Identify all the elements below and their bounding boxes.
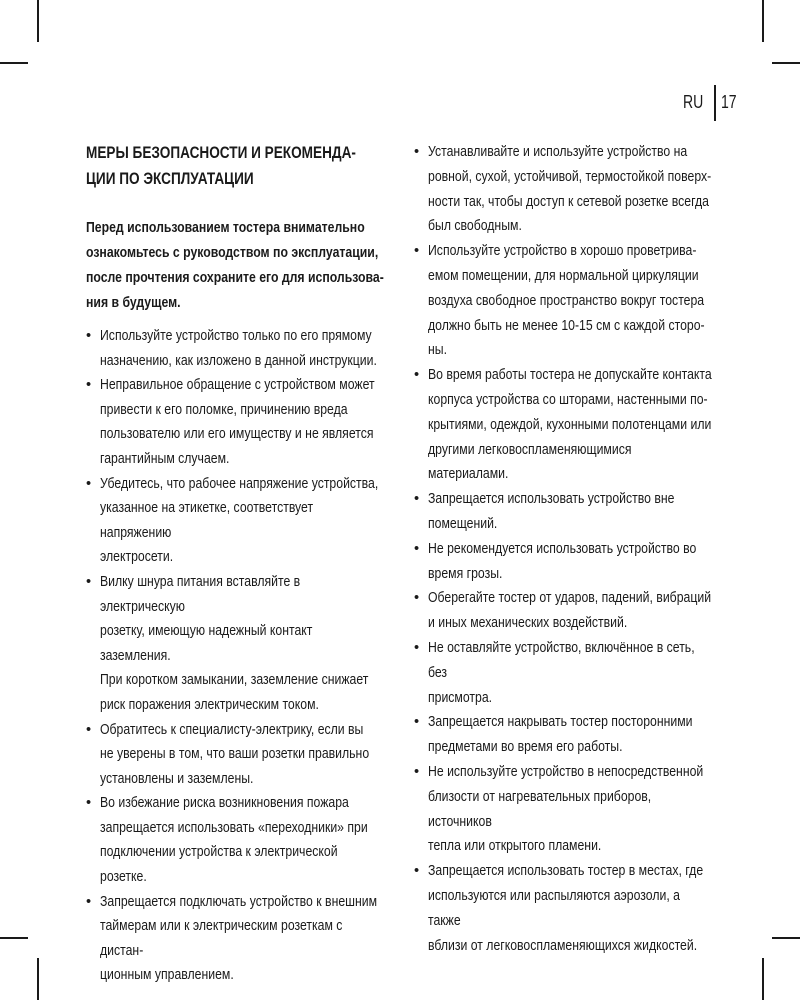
- bullet-icon: •: [414, 763, 420, 780]
- language-code: RU: [683, 92, 704, 112]
- item-line: Оберегайте тостер от ударов, падений, вибраций: [428, 590, 712, 607]
- item-line: Запрещается использовать тостер в местах, где: [428, 863, 704, 880]
- item-line: корпуса устройства со шторами, настенными по-: [428, 391, 708, 408]
- right-list-item: [414, 710, 714, 760]
- left-list-item: [86, 890, 386, 988]
- item-line: Используйте устройство в хорошо проветрива-: [428, 243, 697, 260]
- bullet-icon: •: [86, 475, 92, 492]
- item-line: При коротком замыкании, заземление снижает: [100, 672, 369, 689]
- left-list-item: [86, 570, 386, 718]
- bullet-icon: •: [414, 540, 420, 557]
- bullet-icon: •: [414, 714, 420, 731]
- item-line: пользователю или его имуществу и не является: [100, 426, 374, 443]
- right-list-item: [414, 140, 714, 239]
- crop-mark-bottom-left-vertical: [37, 958, 39, 1000]
- crop-mark-top-left-horizontal: [0, 62, 28, 64]
- crop-mark-top-right-vertical: [762, 0, 764, 42]
- intro-line: ознакомьтесь с руководством по эксплуатации,: [86, 245, 379, 261]
- list-item-text: [428, 363, 714, 487]
- list-item-text: [100, 718, 386, 792]
- item-line: указанное на этикетке, соответствует напряжению: [100, 500, 314, 541]
- item-line: Не оставляйте устройство, включённое в сеть, без: [428, 639, 695, 681]
- item-line: емом помещении, для нормальной циркуляции: [428, 267, 699, 284]
- item-line: Во избежание риска возникновения пожара: [100, 795, 349, 812]
- item-line: Запрещается подключать устройство к внешним: [100, 893, 378, 910]
- bullet-icon: •: [414, 639, 420, 656]
- item-line: и иных механических воздействий.: [428, 615, 628, 632]
- item-line: Устанавливайте и используйте устройство на: [428, 144, 688, 160]
- list-item-text: [428, 140, 714, 239]
- bullet-icon: •: [414, 144, 420, 160]
- item-line: Убедитесь, что рабочее напряжение устройства,: [100, 475, 379, 492]
- list-item-text: [100, 373, 386, 471]
- right-list-item: [414, 760, 714, 859]
- item-line: ности так, чтобы доступ к сетевой розетке всегда: [428, 193, 709, 210]
- title-line: ЦИИ ПО ЭКСПЛУАТАЦИИ: [86, 170, 254, 188]
- bullet-icon: •: [86, 795, 92, 812]
- bullet-icon: •: [86, 377, 92, 394]
- item-line: Во время работы тостера не допускайте контакта: [428, 367, 712, 384]
- item-line: гарантийным случаем.: [100, 450, 230, 467]
- intro-line: ния в будущем.: [86, 295, 181, 311]
- right-list-item: [414, 859, 714, 958]
- item-line: Вилку шнура питания вставляйте в электрическую: [100, 573, 301, 615]
- item-line: был свободным.: [428, 218, 522, 235]
- list-item-text: [100, 570, 386, 718]
- crop-mark-bottom-right-vertical: [762, 958, 764, 1000]
- crop-mark-bottom-left-horizontal: [0, 937, 28, 939]
- list-item-text: [428, 636, 714, 710]
- item-line: ционным управлением.: [100, 967, 234, 984]
- section-title: [86, 140, 386, 192]
- intro-line: Перед использованием тостера внимательно: [86, 220, 365, 236]
- item-line: должно быть не менее 10-15 см с каждой сторо-: [428, 317, 705, 334]
- left-list-item: [86, 791, 386, 889]
- list-item-text: [100, 890, 386, 988]
- item-line: не уверены в том, что ваши розетки правильно: [100, 746, 370, 763]
- list-item-text: [100, 324, 386, 373]
- left-list-item: [86, 472, 386, 570]
- list-item-text: [100, 472, 386, 570]
- header-divider: [714, 85, 716, 121]
- item-line: риск поражения электрическим током.: [100, 696, 319, 713]
- item-line: назначению, как изложено в данной инструкции.: [100, 352, 377, 369]
- right-list-item: [414, 537, 714, 587]
- item-line: установлены и заземлены.: [100, 770, 254, 787]
- item-line: используются или распыляются аэрозоли, а также: [428, 887, 680, 929]
- list-item-text: [428, 487, 714, 537]
- item-line: другими легковоспламеняющимися материалами.: [428, 441, 632, 483]
- right-list-item: [414, 636, 714, 710]
- item-line: розетку, имеющую надежный контакт заземления.: [100, 623, 313, 664]
- item-line: привести к его поломке, причинению вреда: [100, 401, 348, 418]
- item-line: подключении устройства к электрической розетке.: [100, 844, 338, 886]
- bullet-icon: •: [414, 590, 420, 607]
- item-line: Не рекомендуется использовать устройство во: [428, 540, 697, 557]
- left-list-item: [86, 324, 386, 373]
- right-list-item: [414, 487, 714, 537]
- bullet-icon: •: [86, 893, 92, 910]
- item-line: Не используйте устройство в непосредственной: [428, 763, 704, 780]
- item-line: воздуха свободное пространство вокруг тостера: [428, 292, 705, 309]
- item-line: близости от нагревательных приборов, источников: [428, 788, 652, 830]
- bullet-icon: •: [414, 491, 420, 508]
- crop-mark-bottom-right-horizontal: [772, 937, 800, 939]
- item-line: тепла или открытого пламени.: [428, 838, 602, 855]
- item-line: крытиями, одеждой, кухонными полотенцами или: [428, 416, 712, 433]
- item-line: помещений.: [428, 515, 498, 532]
- bullet-icon: •: [414, 367, 420, 384]
- item-line: Неправильное обращение с устройством может: [100, 377, 375, 394]
- intro-line: после прочтения сохраните его для использова-: [86, 270, 384, 286]
- item-line: Запрещается накрывать тостер посторонними: [428, 714, 693, 731]
- bullet-icon: •: [86, 573, 92, 590]
- item-line: Обратитесь к специалисту-электрику, если вы: [100, 721, 364, 738]
- item-line: таймерам или к электрическим розеткам с дистан-: [100, 918, 343, 959]
- intro-paragraph: [86, 216, 386, 316]
- bullet-icon: •: [414, 243, 420, 260]
- item-line: Используйте устройство только по его прямому: [100, 328, 372, 344]
- right-column: [414, 140, 714, 958]
- title-line: МЕРЫ БЕЗОПАСНОСТИ И РЕКОМЕНДА-: [86, 144, 356, 162]
- item-line: вблизи от легковоспламеняющихся жидкостей.: [428, 937, 698, 954]
- list-item-text: [428, 537, 714, 587]
- item-line: предметами во время его работы.: [428, 739, 623, 756]
- bullet-icon: •: [414, 863, 420, 880]
- left-column: [86, 140, 386, 988]
- right-list-item: [414, 586, 714, 636]
- item-line: ровной, сухой, устойчивой, термостойкой поверх-: [428, 168, 712, 185]
- list-item-text: [428, 859, 714, 958]
- left-list-item: [86, 718, 386, 792]
- item-line: Запрещается использовать устройство вне: [428, 491, 675, 508]
- bullet-icon: •: [86, 721, 92, 738]
- page-number: 17: [721, 92, 737, 112]
- crop-mark-top-right-horizontal: [772, 62, 800, 64]
- left-bullet-list: [86, 324, 386, 988]
- list-item-text: [428, 710, 714, 760]
- item-line: время грозы.: [428, 565, 503, 582]
- right-list-item: [414, 363, 714, 487]
- item-line: электросети.: [100, 549, 174, 566]
- bullet-icon: •: [86, 328, 92, 344]
- right-list-item: [414, 239, 714, 363]
- item-line: ны.: [428, 342, 447, 359]
- page-header: [683, 91, 743, 121]
- list-item-text: [428, 586, 714, 636]
- right-bullet-list: [414, 140, 714, 958]
- list-item-text: [100, 791, 386, 889]
- item-line: запрещается использовать «переходники» при: [100, 819, 368, 836]
- crop-mark-top-left-vertical: [37, 0, 39, 42]
- list-item-text: [428, 239, 714, 363]
- list-item-text: [428, 760, 714, 859]
- item-line: присмотра.: [428, 689, 493, 706]
- left-list-item: [86, 373, 386, 471]
